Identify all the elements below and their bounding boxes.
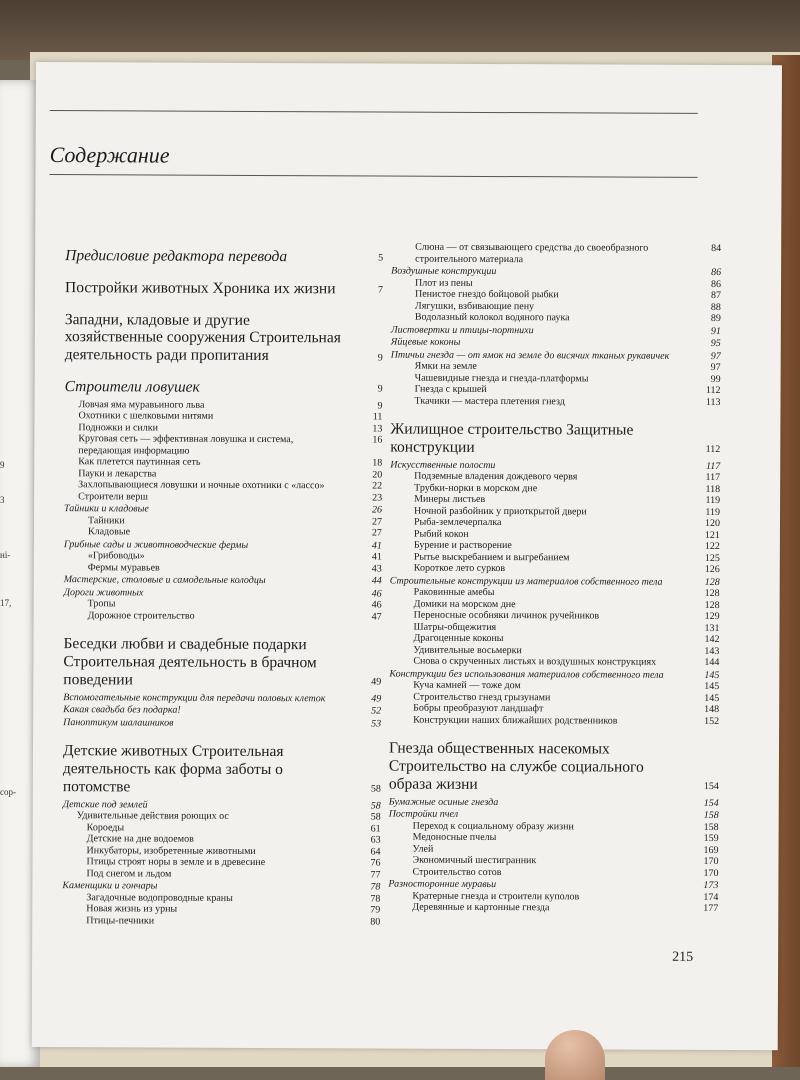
toc-page-number: 49 — [371, 676, 382, 688]
toc-entry-title: Тайники и кладовые — [64, 503, 149, 515]
toc-page-number: 49 — [371, 693, 382, 705]
toc-entry-title: Фермы муравьев — [87, 562, 160, 574]
toc-page-number: 121 — [704, 529, 720, 541]
toc-entry-title: Искусственные полости — [390, 459, 496, 471]
toc-entry-title: Тайники — [87, 515, 125, 527]
toc-page-number: 117 — [705, 460, 721, 472]
toc-entry-title: Детские под землей — [62, 798, 148, 811]
toc-entry — [389, 655, 720, 669]
toc-page-number: 118 — [705, 483, 721, 495]
toc-entry-title: Ткачики — мастера плетения гнезд — [414, 395, 565, 407]
left-page-fragment: 3 — [0, 495, 5, 505]
toc-page-number: 27 — [371, 516, 383, 528]
toc-entry-title: Ямки на земле — [414, 360, 477, 372]
toc-page-number: 78 — [370, 893, 381, 905]
toc-page-number: 145 — [704, 692, 720, 704]
toc-entry-title: Слюна — от связывающего средства до своеобразного строительного материала — [415, 241, 649, 265]
left-page-fragment: 17, — [0, 598, 12, 608]
toc-entry-title: Лягушки, взбивающие пену — [414, 300, 535, 312]
toc-section — [63, 635, 382, 691]
toc-entry — [63, 704, 382, 717]
left-page-fragment: 9 — [0, 460, 5, 470]
toc-entry-title: Дорожное строительство — [87, 610, 195, 622]
toc-page-number: 95 — [710, 337, 721, 349]
toc-page-number: 112 — [705, 384, 721, 396]
toc-entry-title: Гнезда общественных насекомых Строительство на службе социального образа жизни — [388, 739, 644, 793]
toc-entry-title: Кладовые — [87, 526, 131, 538]
toc-page-number: 158 — [703, 809, 719, 822]
toc-entry-title: Захлопывающиеся ловушки и ночные охотники с «лассо» — [78, 479, 325, 492]
toc-entry-title: Бумажные осиные гнезда — [388, 796, 499, 808]
toc-entry-title: Чашевидные гнезда и гнезда-платформы — [414, 372, 589, 384]
toc-entry-title: Дороги животных — [63, 587, 144, 599]
toc-page-number: 41 — [371, 540, 382, 552]
toc-page-number: 43 — [371, 563, 382, 575]
toc-page-number: 125 — [704, 552, 720, 564]
toc-entry — [390, 562, 720, 576]
toc-page-number: 58 — [370, 811, 381, 823]
toc-entry — [391, 395, 721, 408]
toc-entry-title: Экономичный шестигранник — [412, 854, 537, 867]
toc-entry — [390, 324, 721, 337]
toc-entry-title: Рытье выскребанием и выгребанием — [413, 551, 570, 563]
toc-page-number: 120 — [704, 518, 721, 530]
toc-page-number: 20 — [372, 469, 383, 481]
toc-page-number: 87 — [710, 289, 722, 301]
toc-page-number: 128 — [704, 576, 720, 588]
toc-page-number: 170 — [703, 867, 719, 879]
toc-page-number: 131 — [704, 622, 720, 634]
toc-page-number: 58 — [370, 783, 381, 795]
toc-entry-title: Строители ловушек — [64, 378, 200, 396]
toc-page-number: 144 — [704, 657, 720, 669]
toc-page-number: 152 — [704, 715, 720, 727]
toc-page-number: 79 — [370, 904, 381, 916]
toc-entry-title: Как плетется паутинная сеть — [78, 456, 201, 469]
toc-page-number: 44 — [371, 575, 382, 587]
toc-entry-title: Строители верш — [78, 491, 148, 503]
toc-page-number: 78 — [370, 881, 381, 893]
toc-entry-title: Новая жизнь из урны — [86, 903, 178, 915]
toc-entry — [64, 562, 382, 575]
toc-page-number: 77 — [370, 869, 381, 881]
toc-entry-title: Переход к социальному образу жизни — [412, 820, 574, 832]
toc-page-number: 80 — [370, 916, 381, 928]
toc-entry — [389, 714, 720, 727]
toc-page-number: 7 — [377, 284, 384, 296]
top-rule — [50, 110, 698, 114]
toc-entry-title: Воздушные конструкции — [391, 265, 497, 278]
toc-page-number: 154 — [703, 780, 719, 793]
toc-entry-title: Каменщики и гончары — [62, 880, 158, 892]
toc-page-number: 143 — [704, 645, 720, 657]
toc-entry-title: Удивительные действия роющих ос — [76, 810, 229, 823]
toc-page-number: 174 — [703, 891, 719, 903]
toc-page-number: 41 — [371, 551, 382, 563]
toc-entry-title: Подножки и силки — [78, 422, 159, 434]
toc-entry-title: Куча камней — тоже дом — [413, 679, 521, 692]
toc-entry-title: Строительные конструкции из материалов собственного тела — [389, 575, 663, 588]
toc-entry-title: Водолазный колокол водяного паука — [414, 311, 570, 324]
page-title: Содержание — [49, 142, 170, 168]
toc-entry-title: Минеры листьев — [414, 493, 486, 506]
toc-entry-title: Беседки любви и свадебные подарки Строительная деятельность в брачном поведении — [63, 635, 317, 689]
toc-page-number: 145 — [704, 669, 720, 681]
toc-entry-title: Пенистое гнездо бойцовой рыбки — [414, 288, 559, 301]
toc-entry-title: Шатры-общежития — [413, 621, 497, 633]
toc-page-number: 11 — [372, 411, 383, 423]
toc-entry-title: Разносторонние муравьи — [388, 878, 497, 891]
toc-entry-title: «Грибоводы» — [87, 550, 145, 562]
toc-entry-title: Птицы-печники — [86, 914, 155, 927]
toc-entry-title: Конструкции без использования материалов собственного тела — [389, 668, 664, 681]
toc-entry — [62, 914, 381, 928]
toc-page-number: 177 — [703, 902, 719, 915]
toc-entry-title: Подземные владения дождевого червя — [414, 470, 578, 483]
toc-entry — [391, 241, 722, 266]
toc-section — [390, 420, 721, 458]
toc-page-number: 47 — [371, 611, 382, 623]
toc-entry-title: Трубки-норки в морском дне — [414, 482, 538, 494]
toc-entry — [64, 610, 382, 623]
toc-entry-title: Инкубаторы, изобретенные животными — [86, 844, 256, 857]
toc-page-number: 27 — [371, 527, 382, 539]
toc-entry-title: Паноптикум шалашников — [63, 716, 174, 729]
toc-entry-title: Плот из пены — [415, 277, 473, 289]
toc-entry-title: Деревянные и картонные гнезда — [412, 901, 550, 914]
toc-entry-title: Рыбий кокон — [413, 528, 469, 540]
toc-entry-title: Детские животных Строительная деятельность как форма заботы о потомстве — [62, 742, 284, 796]
toc-page-number: 86 — [711, 266, 722, 278]
toc-entry-title: Кратерные гнезда и строители куполов — [412, 890, 580, 902]
toc-page-number: 26 — [372, 504, 383, 516]
toc-page-number: 145 — [704, 681, 720, 693]
toc-page-number: 97 — [710, 361, 721, 373]
toc-entry-title: Круговая сеть — эффективная ловушка и система, передающая информацию — [78, 433, 294, 457]
toc-page-number: 119 — [705, 506, 721, 518]
toc-entry — [388, 901, 719, 915]
toc-page-number: 52 — [371, 705, 382, 717]
toc-page-number: 170 — [703, 855, 719, 868]
toc-entry-title: Птицы строят норы в земле и в древесине — [86, 856, 266, 869]
toc-entry-title: Снова о скрученных листьях и воздушных конструкциях — [413, 655, 657, 668]
toc-page-number: 128 — [704, 599, 720, 611]
toc-entry-title: Строительство сотов — [412, 866, 502, 878]
toc-entry-title: Постройки пчел — [388, 808, 459, 820]
toc-entry-title: Драгоценные коконы — [413, 632, 504, 645]
toc-entry-title: Бобры преобразуют ландшафт — [413, 702, 544, 715]
toc-entry — [64, 491, 383, 504]
toc-page-number: 58 — [370, 800, 381, 812]
toc-entry — [64, 433, 383, 458]
toc-page-number: 148 — [704, 704, 720, 716]
toc-page-number: 84 — [711, 242, 722, 254]
toc-entry-title: Охотники с шелковыми нитями — [78, 410, 214, 423]
toc-entry-title: Короеды — [86, 821, 125, 834]
toc-section — [62, 742, 381, 797]
toc-entry-title: Конструкции наших ближайших родственников — [413, 714, 618, 727]
toc-entry-title: Мастерские, столовые и самодельные колодцы — [63, 574, 266, 587]
toc-page-number: 88 — [710, 301, 721, 313]
toc-entry-title: Переносные особняки личинок ручейников — [413, 609, 600, 622]
contents-page — [32, 62, 782, 1050]
toc-page-number: 173 — [703, 879, 719, 892]
toc-entry-title: Грибные сады и животноводческие фермы — [63, 539, 249, 551]
toc-entry-title: Короткое лето сурков — [413, 562, 506, 575]
toc-entry-title: Под снегом и льдом — [86, 867, 172, 880]
toc-entry-title: Яйцевые коконы — [390, 336, 461, 348]
toc-entry-title: Птичьи гнезда — от ямок на земле до висячих тканых рукавичек — [390, 349, 670, 362]
toc-page-number: 22 — [372, 480, 383, 492]
toc-page-number: 159 — [703, 832, 719, 845]
toc-entry-title: Домики на морском дне — [413, 598, 516, 610]
toc-entry-title: Детские на дне водоемов — [86, 833, 194, 845]
toc-page-number: 5 — [378, 252, 384, 264]
toc-entry — [390, 336, 721, 350]
toc-page-number: 97 — [710, 350, 721, 362]
toc-page-number: 119 — [705, 495, 721, 507]
background-table — [0, 0, 800, 60]
toc-page-number: 99 — [710, 373, 721, 385]
toc-page-number: 18 — [372, 457, 383, 469]
toc-entry-title: Жилищное строительство Защитные конструкции — [390, 420, 634, 456]
toc-page-number: 86 — [711, 278, 722, 290]
title-rule — [50, 174, 698, 178]
toc-page-number: 9 — [377, 352, 383, 364]
toc-page-number: 122 — [704, 541, 720, 553]
toc-entry — [63, 716, 382, 730]
toc-entry-title: Улей — [412, 843, 434, 855]
toc-entry-title: Пауки и лекарства — [78, 468, 157, 480]
toc-entry-title: Листовертки и птицы-портнихи — [390, 324, 534, 336]
toc-page-number: 154 — [703, 797, 719, 809]
toc-entry — [62, 867, 381, 881]
toc-left-column — [62, 247, 384, 928]
toc-page-number: 23 — [372, 492, 383, 504]
toc-page-number: 126 — [704, 564, 720, 576]
toc-right-column — [388, 241, 722, 915]
toc-page-number: 169 — [703, 844, 719, 856]
toc-page-number: 9 — [377, 383, 383, 395]
toc-section — [388, 739, 719, 795]
toc-entry-title: Тропы — [87, 598, 116, 610]
page-number: 215 — [672, 949, 694, 965]
toc-page-number: 76 — [370, 857, 381, 869]
toc-page-number: 61 — [370, 823, 381, 835]
toc-entry-title: Раковинные амебы — [413, 586, 495, 599]
toc-section — [64, 310, 383, 366]
toc-entry — [388, 796, 719, 809]
toc-entry-title: Удивительные восьмерки — [413, 644, 522, 656]
toc-entry — [391, 311, 721, 325]
toc-section — [64, 378, 383, 397]
toc-entry — [64, 526, 382, 540]
toc-page-number: 117 — [705, 472, 721, 484]
toc-entry-title: Бурение и растворение — [413, 539, 512, 552]
toc-page-number: 9 — [377, 400, 383, 412]
toc-page-number: 113 — [705, 396, 721, 408]
toc-entry-title: Ночной разбойник у приоткрытой двери — [414, 505, 587, 518]
toc-entry-title: Медоносные пчелы — [412, 831, 497, 844]
toc-entry-title: Какая свадьба без подарка! — [63, 704, 181, 716]
toc-page-number: 129 — [704, 611, 720, 623]
toc-page-number: 63 — [370, 834, 381, 846]
toc-page-number: 89 — [710, 312, 721, 324]
toc-entry-title: Гнезда с крышей — [414, 383, 487, 395]
toc-entry-title: Западни, кладовые и другие хозяйственные сооружения Строительная деятельность ради пропитания — [64, 310, 341, 365]
toc-page-number: 46 — [371, 588, 382, 600]
toc-entry — [63, 574, 382, 588]
toc-page-number: 142 — [704, 634, 720, 646]
toc-page-number: 91 — [710, 325, 721, 337]
toc-entry-title: Ловчая яма муравьиного льва — [78, 399, 205, 411]
toc-page-number: 64 — [370, 846, 381, 858]
toc-entry — [63, 691, 382, 705]
toc-entry-title: Загадочные водопроводные краны — [86, 891, 233, 904]
toc-page-number: 53 — [371, 718, 382, 730]
toc-section — [65, 247, 384, 266]
toc-entry-title: Строительство гнезд грызунами — [413, 691, 551, 703]
toc-entry-title: Предисловие редактора перевода — [65, 247, 288, 266]
toc-entry-title: Рыба-землечерпалка — [413, 516, 502, 529]
toc-entry-title: Вспомогательные конструкции для передачи половых клеток — [63, 691, 326, 705]
toc-page-number: 13 — [372, 423, 383, 435]
toc-entry-title: Постройки животных Хроника их жизни — [64, 278, 336, 298]
toc-page-number: 16 — [372, 434, 383, 446]
toc-page-number: 128 — [704, 588, 720, 600]
toc-page-number: 158 — [703, 821, 719, 833]
left-page-fragment: сор- — [0, 787, 16, 797]
left-page-fragment: ні- — [0, 550, 11, 560]
toc-entry — [388, 866, 719, 879]
toc-page-number: 112 — [705, 444, 721, 456]
toc-section — [64, 278, 384, 298]
toc-page-number: 46 — [371, 599, 382, 611]
